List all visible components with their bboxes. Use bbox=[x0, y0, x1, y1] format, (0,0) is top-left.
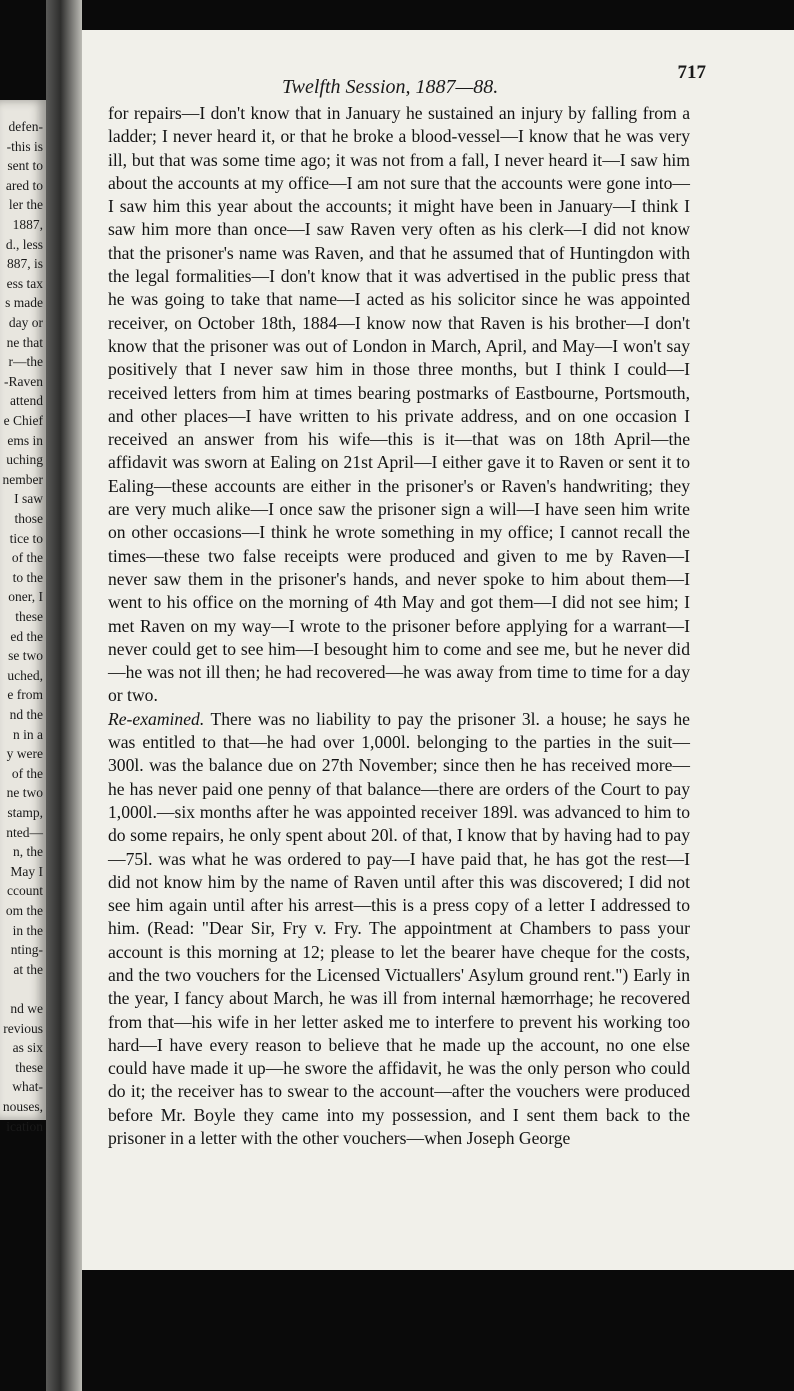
left-margin-fragment: om the bbox=[5, 903, 43, 918]
left-margin-fragment: 1887, bbox=[12, 217, 43, 232]
left-margin-fragment: revious bbox=[3, 1020, 43, 1036]
left-margin-fragment: 887, is bbox=[6, 256, 43, 272]
left-margin-fragment: n, the bbox=[13, 844, 43, 860]
left-margin-fragment: s made bbox=[5, 295, 43, 311]
left-margin-fragment: y were bbox=[6, 746, 43, 762]
left-margin-fragment: of the bbox=[11, 765, 43, 781]
left-margin-fragment: ccount bbox=[7, 883, 43, 899]
left-margin-fragment: d., less bbox=[5, 236, 43, 252]
left-margin-fragment: se two bbox=[8, 648, 43, 664]
left-margin-fragment: nouses, bbox=[2, 1099, 43, 1114]
left-margin-fragment: r—the bbox=[8, 354, 43, 370]
left-margin-fragment: uched, bbox=[7, 667, 43, 683]
left-margin-fragment: to the bbox=[12, 569, 43, 585]
left-margin-fragment: oner, I bbox=[8, 589, 43, 605]
book-gutter bbox=[46, 0, 82, 1391]
left-margin-fragment: e from bbox=[7, 687, 43, 703]
left-margin-fragment: -Raven bbox=[4, 373, 43, 389]
left-margin-fragment: ed the bbox=[10, 628, 43, 644]
left-margin-fragment: ler the bbox=[8, 197, 43, 213]
left-margin-fragment: May I bbox=[10, 863, 43, 879]
left-margin-fragment: n in a bbox=[13, 726, 43, 742]
left-margin-fragment: attend bbox=[10, 393, 43, 409]
running-head: Twelfth Session, 1887—88. bbox=[282, 76, 499, 98]
left-margin-fragment: ared to bbox=[5, 177, 43, 193]
re-examined-text: There was no liability to pay the prisoner 3l. a house; he says he was entitled to that—he had over 1,000l. belonging to the parties in the suit—300l. was the balance due on 27th November; since then he has received more—he has never paid one penny of that balance—there are orders of the Court to pay 1,000l.—six months after he was appointed receiver 189l. was advanced to him to do some repairs, he only spent about 20l. of that, I know that by having had to pay—75l. was what he was ordered to pay—I have paid that, he has got the rest—I did not know him by the name of Raven until after this was discovered; I did not see him again until after his arrest—this is a press copy of a letter I addressed to him. (Read: "Dear Sir, Fry v. Fry. The appointment at Chambers to pass your account is this morning at 12; please to let the bearer have cheque for the costs, and the two vouchers for the Licensed Victuallers' Asylum ground rent.") Early in the year, I fancy about March, he was ill from internal hæmorrhage; he recovered from that—his wife in her letter asked me to interfere to prevent his working too hard—I have every reason to believe that he made up the account, no one else could have made it up—he swore the affidavit, he was the only person who could do it; the receiver has to swear to the account—after the vouchers were produced before Mr. Boyle they came into my possession, and I sent them back to the prisoner in a letter with the other vouchers—when Joseph George bbox=[108, 708, 690, 1149]
left-page-fragment bbox=[0, 100, 46, 1134]
left-margin-fragment: in the bbox=[12, 922, 43, 938]
left-margin-fragment: ication bbox=[6, 1118, 43, 1134]
left-margin-fragment: nted— bbox=[6, 824, 43, 840]
left-margin-fragment: these bbox=[15, 609, 43, 624]
left-margin-fragment: nember bbox=[2, 471, 43, 487]
paragraph-re-examination bbox=[108, 708, 690, 1151]
left-margin-fragment: sent to bbox=[7, 158, 43, 174]
left-margin-fragment: ess tax bbox=[6, 275, 43, 291]
right-page bbox=[82, 30, 794, 1270]
left-margin-fragment: -this is bbox=[6, 138, 43, 154]
page-header bbox=[82, 62, 794, 98]
re-examined-label: Re-examined. bbox=[108, 708, 205, 729]
left-margin-fragment: ems in bbox=[7, 432, 43, 448]
left-margin-fragment: what- bbox=[12, 1079, 43, 1095]
left-margin-fragment: ne that bbox=[6, 334, 43, 350]
left-margin-fragment: nting- bbox=[10, 942, 43, 958]
left-margin-fragment: stamp, bbox=[7, 805, 43, 820]
left-margin-fragment: nd we bbox=[10, 1001, 43, 1016]
left-margin-fragment: at the bbox=[13, 961, 43, 977]
left-margin-fragment: I saw bbox=[14, 491, 43, 507]
left-margin-fragment: e Chief bbox=[3, 413, 43, 428]
left-margin-fragment: defen- bbox=[8, 119, 43, 134]
left-margin-fragment: uching bbox=[6, 452, 43, 468]
body-text bbox=[108, 102, 690, 1150]
left-margin-fragment: tice to bbox=[9, 530, 43, 546]
left-margin-fragment: nd the bbox=[9, 707, 43, 722]
left-margin-fragment: these bbox=[15, 1059, 43, 1075]
left-margin-fragment: of the bbox=[11, 550, 43, 566]
left-margin-fragment: those bbox=[14, 511, 43, 526]
paragraph-cross-examination: for repairs—I don't know that in January he sustained an injury by falling from a ladder; I never heard it, or that he broke a blood-vessel—I know that he was very ill, but that was some time ago; it was not from a fall, I never heard it—I saw him about the accounts at my office—I am not sure that the accounts were gone into—I saw him this year about the accounts; it might have been in January—I think I saw him more than once—I saw Raven very often as his clerk—I did not know that the prisoner's name was Raven, and that he assumed that of Huntingdon with the legal formalities—I don't know that it was advertised in the public press that he was going to take that name—I acted as his solicitor since he was appointed receiver, on October 18th, 1884—I know now that Raven is his brother—I don't know that the prisoner was out of London in March, April, and May—I won't say positively that I never saw him in those three months, but I think I could—I received letters from him at times bearing postmarks of Eastbourne, Portsmouth, and other places—I have written to his private address, and on one occasion I received an answer from his wife—this is it—that was on 18th April—the affidavit was sworn at Ealing on 21st April—I either gave it to Raven or sent it to Ealing—these accounts are either in the prisoner's or Raven's handwriting; they are very much alike—I once saw the prisoner sign a will—I have seen him write on other occasions—I think he wrote something in my office; I cannot recall the times—these two false receipts were produced and given to me by Raven—I never saw them in the prisoner's hands, and never spoke to him about them—I went to his office on the morning of 4th May and got them—I did not see him; I met Raven on my way—I wrote to the prisoner before applying for a warrant—I never could get to see him—I besought him to come and see me, but he never did—he was not ill then; he had recovered—he was away from time to time for a day or two. bbox=[108, 103, 690, 706]
left-margin-fragment: day or bbox=[8, 315, 43, 330]
left-margin-fragment: as six bbox=[12, 1040, 43, 1056]
page-number: 717 bbox=[677, 62, 706, 83]
left-margin-fragment: ne two bbox=[6, 785, 43, 801]
scan-border bbox=[82, 1270, 794, 1391]
